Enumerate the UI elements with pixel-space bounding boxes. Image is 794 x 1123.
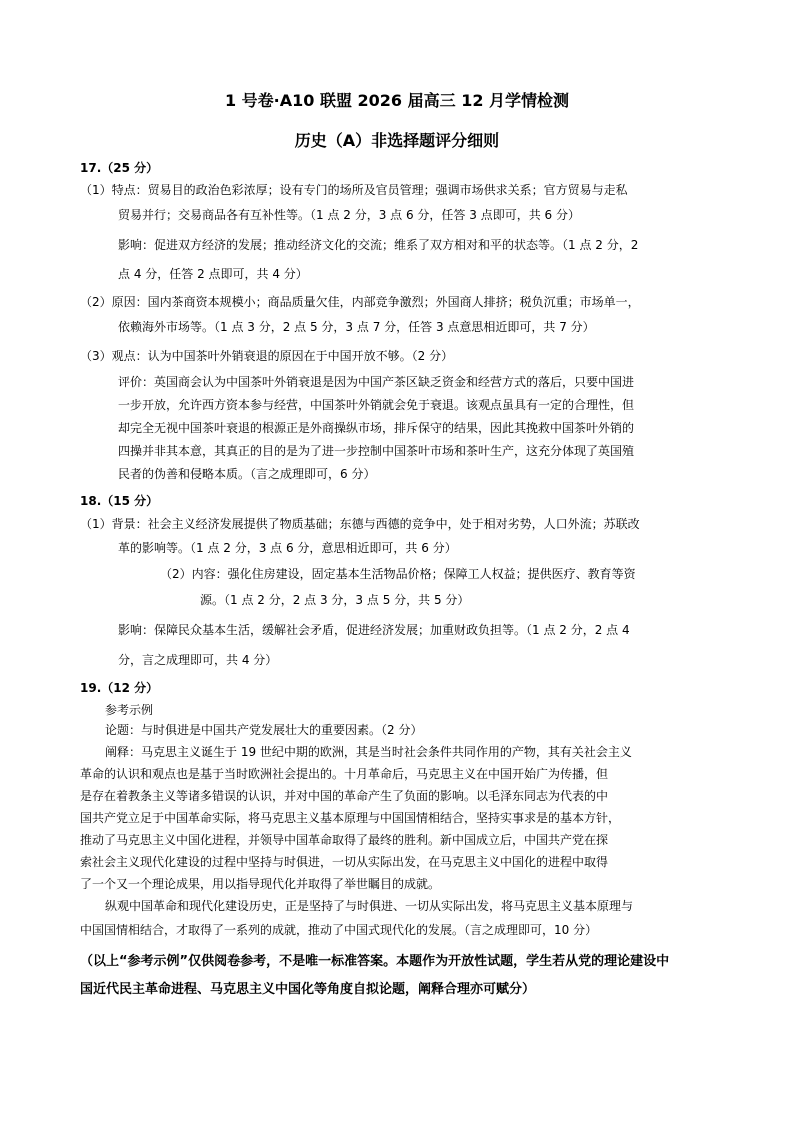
q17-p3b-line3: 却完全无视中国茶叶衰退的根源正是外商操纵市场，排斥保守的结果，因此其挽救中国茶叶外销的 [118,421,635,435]
q17-p3-line1: （3）观点：认为中国茶叶外销衰退的原因在于中国开放不够。（2 分） [80,349,454,363]
q19-conclusion-line2: 中国国情相结合，才取得了一系列的成就，推动了中国式现代化的发展。（言之成理即可，10 分） [80,923,598,937]
q19-heading: 19.（12 分） [80,681,159,695]
q19-note-line2: 国近代民主革命进程、马克思主义中国化等角度自拟论题，阐释合理亦可赋分） [80,982,536,997]
q18-heading: 18.（15 分） [80,494,159,508]
q17-p2-line2: 依赖海外市场等。（1 点 3 分，2 点 5 分，3 点 7 分，任答 3 点意思相近即可，共 7 分） [118,320,595,334]
q17-p1b-line2: 点 4 分，任答 2 点即可，共 4 分） [118,267,308,281]
q19-body-line2: 革命的认识和观点也是基于当时欧洲社会提出的。十月革命后，马克思主义在中国开始广为传播，但 [80,767,609,781]
q19-body-line3: 是存在着教条主义等诸多错误的认识，并对中国的革命产生了负面的影响。以毛泽东同志为代表的中 [80,789,609,803]
q17-p1-line2: 贸易并行；交易商品各有互补性等。（1 点 2 分，3 点 6 分，任答 3 点即可，共 6 分） [118,208,580,222]
q19-conclusion-line1: 纵观中国革命和现代化建设历史，正是坚持了与时俱进、一切从实际出发，将马克思主义基本原理与 [105,899,634,913]
q17-p3b-line2: 一步开放，允许西方资本参与经营，中国茶叶外销就会免于衰退。该观点虽具有一定的合理性，但 [118,398,635,412]
document-subtitle: 历史（A）非选择题评分细则 [294,131,500,150]
q19-body-line4: 国共产党立足于中国革命实际，将马克思主义基本原理与中国国情相结合，坚持实事求是的基本方针， [80,811,621,825]
q19-body-line1: 阐释：马克思主义诞生于 19 世纪中期的欧洲，其是当时社会条件共同作用的产物，其有关社会主义 [105,745,632,759]
q19-body-line6: 索社会主义现代化建设的过程中坚持与时俱进，一切从实际出发，在马克思主义中国化的进程中取得 [80,855,609,869]
q17-heading: 17.（25 分） [80,161,159,175]
q18-p3-line2: 分，言之成理即可，共 4 分） [118,653,278,667]
q18-p1-line2: 革的影响等。（1 点 2 分，3 点 6 分，意思相近即可，共 6 分） [118,541,457,555]
q17-p2-line1: （2）原因：国内茶商资本规模小；商品质量欠佳，内部竞争激烈；外国商人排挤；税负沉重；市场单一， [80,295,640,309]
q19-body-line7: 了一个又一个理论成果，用以指导现代化并取得了举世瞩目的成就。 [80,877,441,891]
q18-p1-line1: （1）背景：社会主义经济发展提供了物质基础；东德与西德的竞争中，处于相对劣势，人口外流；苏联改 [80,517,640,531]
q19-thesis: 论题：与时俱进是中国共产党发展壮大的重要因素。（2 分） [105,723,423,737]
q17-p3b-line4: 四操并非其本意，其真正的目的是为了进一步控制中国茶叶市场和茶叶生产，这充分体现了英国殖 [118,444,635,458]
q19-note-line1: （以上“参考示例”仅供阅卷参考，不是唯一标准答案。本题作为开放性试题，学生若从党的理论建设中 [80,954,670,969]
q18-p2-line2: 源。（1 点 2 分，2 点 3 分，3 点 5 分，共 5 分） [200,593,470,607]
q19-body-line5: 推动了马克思主义中国化进程，并领导中国革命取得了最终的胜利。新中国成立后，中国共产党在探 [80,833,609,847]
q17-p1b-line1: 影响：促进双方经济的发展；推动经济文化的交流；维系了双方相对和平的状态等。（1 点 2 分，2 [118,238,639,252]
q17-p1-line1: （1）特点：贸易目的政治色彩浓厚；设有专门的场所及官员管理；强调市场供求关系；官方贸易与走私 [80,183,628,197]
q17-p3b-line5: 民者的伪善和侵略本质。（言之成理即可，6 分） [118,467,376,481]
q18-p2-line1: （2）内容：强化住房建设，固定基本生活物品价格；保障工人权益；提供医疗、教育等资 [160,567,636,581]
q17-p3b-line1: 评价：英国商会认为中国茶叶外销衰退是因为中国产茶区缺乏资金和经营方式的落后，只要中国进 [118,375,635,389]
q19-sample-label: 参考示例 [105,703,154,717]
document-title: 1 号卷·A10 联盟 2026 届高三 12 月学情检测 [224,91,570,110]
q18-p3-line1: 影响：保障民众基本生活，缓解社会矛盾，促进经济发展；加重财政负担等。（1 点 2 分，2 点 4 [118,623,630,637]
